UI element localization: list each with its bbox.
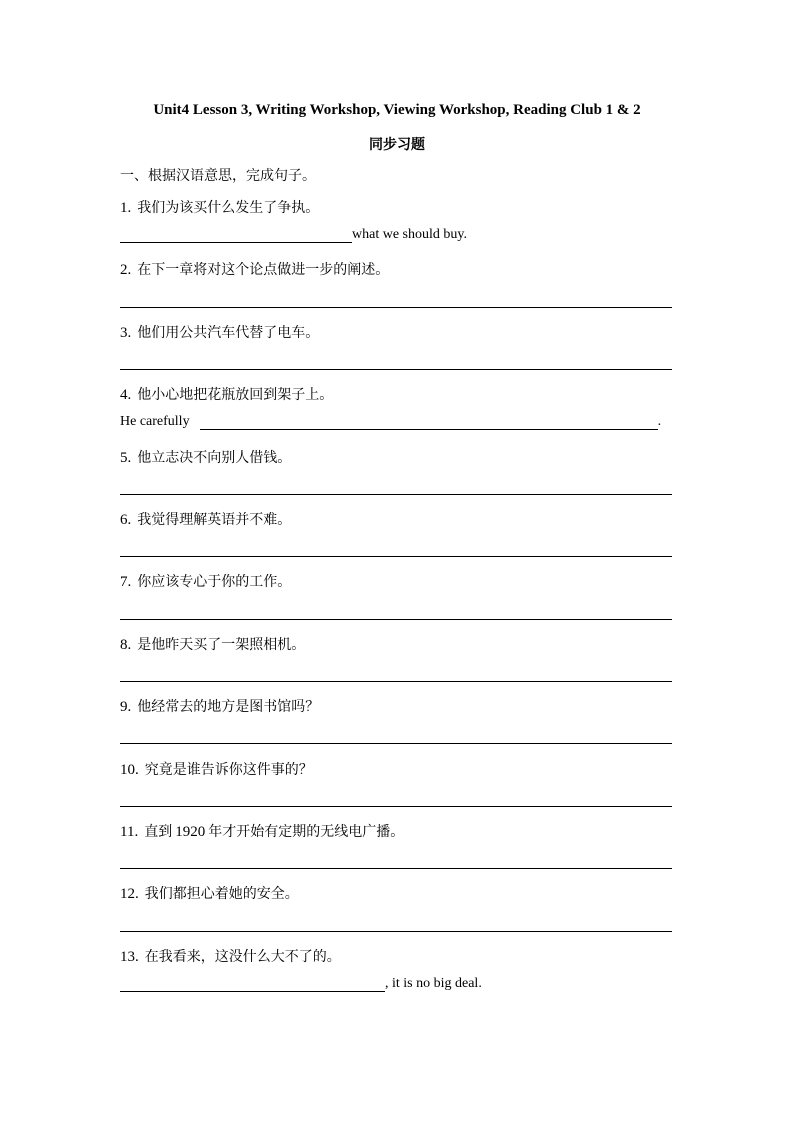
question-9: [120, 696, 319, 716]
answer-row-1: [120, 226, 467, 243]
answer-line-12[interactable]: [120, 909, 672, 932]
question-number: 11.: [120, 824, 139, 840]
question-text-before: 直到: [144, 824, 173, 840]
question-11: [120, 821, 404, 841]
question-text: 在下一章将对这个论点做进一步的阐述。: [137, 262, 390, 278]
question-text: 他小心地把花瓶放回到架子上。: [137, 387, 334, 403]
answer-line-3[interactable]: [120, 347, 672, 370]
section-heading: 一、根据汉语意思，完成句子。: [120, 168, 316, 184]
answer-line-9[interactable]: [120, 721, 672, 744]
question-text-after: 年才开始有定期的无线电广播。: [208, 824, 405, 840]
question-number: 2.: [120, 262, 132, 278]
answer-blank-13[interactable]: [120, 975, 385, 992]
question-number: 12.: [120, 886, 139, 902]
answer-line-10[interactable]: [120, 784, 672, 807]
question-13: [120, 946, 341, 966]
answer-line-5[interactable]: [120, 472, 672, 495]
question-8: [120, 634, 305, 654]
answer-row-4: [120, 413, 661, 430]
answer-line-6[interactable]: [120, 534, 672, 557]
question-number: 5.: [120, 450, 132, 466]
answer-blank-1[interactable]: [120, 226, 352, 243]
question-number: 4.: [120, 387, 132, 403]
answer-suffix: , it is no big deal.: [385, 976, 482, 991]
question-text: 是他昨天买了一架照相机。: [137, 637, 306, 653]
question-number: 6.: [120, 512, 132, 528]
question-text: 他们用公共汽车代替了电车。: [137, 325, 320, 341]
answer-suffix: what we should buy.: [352, 227, 467, 242]
worksheet-subtitle: 同步习题: [369, 137, 425, 153]
question-text: 他立志决不向别人借钱。: [137, 450, 292, 466]
question-number: 3.: [120, 325, 132, 341]
question-text: 我们都担心着她的安全。: [144, 886, 299, 902]
answer-row-13: [120, 975, 482, 992]
question-number: 8.: [120, 637, 132, 653]
question-text: 我们为该买什么发生了争执。: [137, 200, 320, 216]
question-3: [120, 322, 319, 342]
answer-line-7[interactable]: [120, 597, 672, 620]
answer-blank-4[interactable]: [200, 413, 658, 430]
question-year: 1920: [175, 824, 206, 840]
question-number: 9.: [120, 699, 132, 715]
question-text: 在我看来，这没什么大不了的。: [144, 949, 341, 965]
question-12: [120, 883, 299, 903]
worksheet-title: Unit4 Lesson 3, Writing Workshop, Viewing Workshop, Reading Club 1 & 2: [153, 102, 641, 118]
answer-line-8[interactable]: [120, 659, 672, 682]
question-10: [120, 759, 313, 779]
question-1: [120, 197, 319, 217]
answer-suffix: .: [657, 414, 662, 429]
question-number: 10.: [120, 762, 139, 778]
question-text: 究竟是谁告诉你这件事的？: [144, 762, 313, 778]
question-5: [120, 447, 291, 467]
question-text: 我觉得理解英语并不难。: [137, 512, 292, 528]
question-number: 13.: [120, 949, 139, 965]
question-4: [120, 384, 333, 404]
answer-line-2[interactable]: [120, 285, 672, 308]
answer-prefix: He carefully: [120, 414, 190, 429]
question-text: 你应该专心于你的工作。: [137, 574, 292, 590]
question-2: [120, 259, 389, 279]
question-number: 7.: [120, 574, 132, 590]
question-6: [120, 509, 291, 529]
question-text: 他经常去的地方是图书馆吗？: [137, 699, 320, 715]
answer-line-11[interactable]: [120, 846, 672, 869]
question-7: [120, 571, 291, 591]
question-number: 1.: [120, 200, 132, 216]
